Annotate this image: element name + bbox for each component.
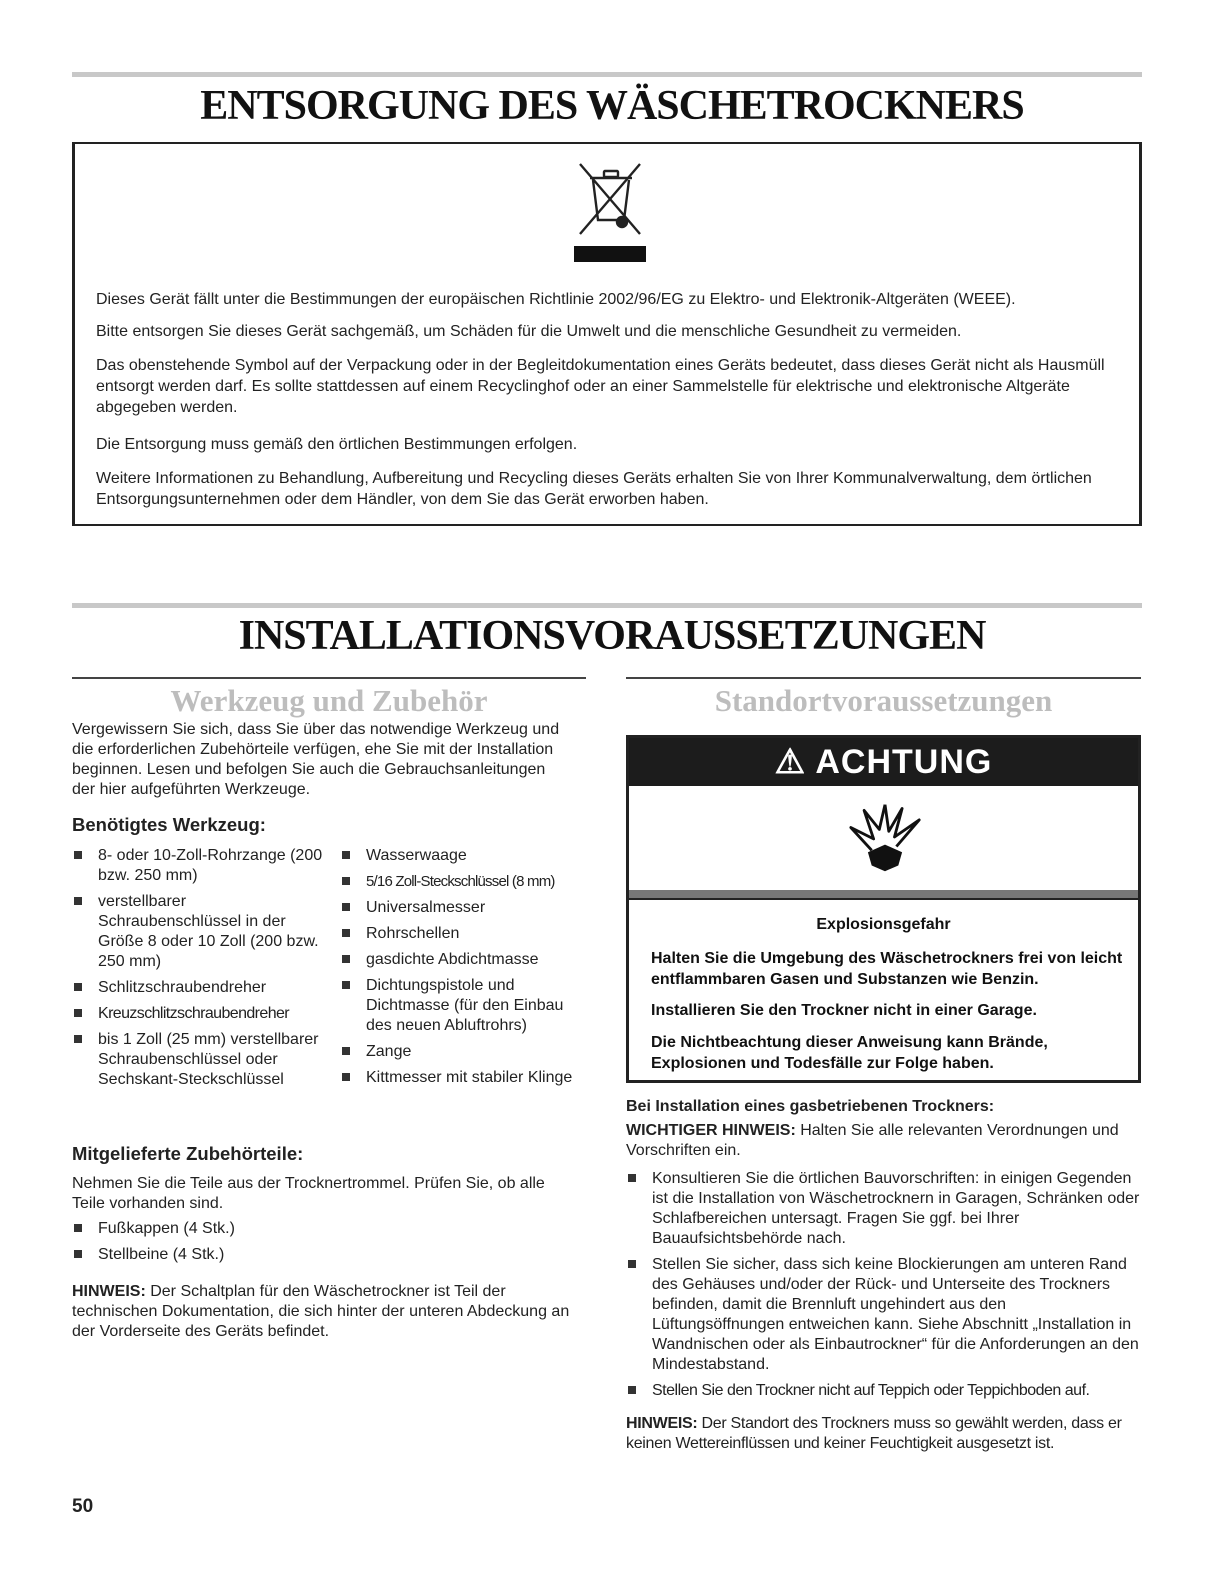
bullet-icon	[74, 1250, 82, 1258]
note-label: HINWEIS:	[626, 1415, 698, 1432]
warning-divider	[629, 890, 1138, 898]
important-text: Halten Sie alle relevanten Verordnungen und Vorschriften ein.	[626, 1122, 1119, 1159]
list-item: Fußkappen (4 Stk.)	[72, 1219, 552, 1239]
bullet-icon	[628, 1386, 636, 1394]
list-item: Zange	[340, 1042, 590, 1062]
required-tools-right-list	[340, 846, 590, 1088]
bullet-icon	[74, 851, 82, 859]
bullet-icon	[342, 981, 350, 989]
bullet-icon	[342, 1047, 350, 1055]
install-title: INSTALLATIONSVORAUSSETZUNGEN	[238, 613, 986, 659]
bullet-icon	[74, 1224, 82, 1232]
bullet-icon	[342, 903, 350, 911]
bullet-icon	[342, 929, 350, 937]
warning-header	[629, 738, 1138, 786]
bullet-icon	[342, 851, 350, 859]
note-text: Der Standort des Trockners muss so gewählt werden, dass er keinen Wettereinflüssen und keiner Feuchtigkeit ausgesetzt ist.	[626, 1415, 1122, 1452]
list-item: verstellbarer Schraubenschlüssel in der Größe 8 oder 10 Zoll (200 bzw. 250 mm)	[72, 892, 330, 972]
supplied-parts-intro: Nehmen Sie die Teile aus der Trocknertrommel. Prüfen Sie, ob alle Teile vorhanden sind.	[72, 1175, 545, 1212]
disposal-paragraph: Die Entsorgung muss gemäß den örtlichen Bestimmungen erfolgen.	[96, 436, 578, 453]
location-heading-rule	[626, 677, 1141, 679]
bullet-icon	[342, 955, 350, 963]
list-item: bis 1 Zoll (25 mm) verstellbarer Schraubenschlüssel oder Sechskant-Steckschlüssel	[72, 1030, 330, 1090]
bullet-icon	[628, 1174, 636, 1182]
list-item: Rohrschellen	[340, 924, 590, 944]
top-rule	[72, 72, 1142, 77]
weee-crossed-bin-icon	[570, 158, 650, 264]
install-top-rule	[72, 603, 1142, 608]
warning-triangle-icon: ⚠	[774, 743, 807, 781]
bullet-icon	[342, 1073, 350, 1081]
list-item: Dichtungspistole und Dichtmasse (für den Einbau des neuen Abluftrohrs)	[340, 976, 590, 1036]
location-heading: Standortvoraussetzungen	[714, 683, 1053, 718]
list-item: Stellen Sie den Trockner nicht auf Teppich oder Teppichboden auf.	[626, 1381, 1141, 1401]
disposal-title: ENTSORGUNG DES WÄSCHETROCKNERS	[200, 83, 1024, 129]
important-note	[626, 1121, 1141, 1161]
tools-heading-rule	[72, 677, 586, 679]
note-text: Der Schaltplan für den Wäschetrockner ist Teil der technischen Dokumentation, die sich hinter der unteren Abdeckung an der Vorderseite des Geräts befindet.	[72, 1283, 570, 1340]
bullet-icon	[74, 897, 82, 905]
warning-content	[629, 898, 1138, 1080]
supplied-parts-list	[72, 1219, 552, 1265]
list-item: Universalmesser	[340, 898, 590, 918]
location-requirements-list	[626, 1169, 1141, 1401]
bullet-icon	[342, 877, 350, 885]
list-item: Kreuzschlitzschraubendreher	[72, 1004, 330, 1024]
location-note	[626, 1414, 1141, 1454]
warning-box	[626, 735, 1141, 1083]
supplied-parts-heading: Mitgelieferte Zubehörteile:	[72, 1143, 304, 1164]
page-number: 50	[72, 1496, 94, 1517]
gas-dryer-heading: Bei Installation eines gasbetriebenen Trockners:	[626, 1098, 995, 1115]
required-tools-left-list	[72, 846, 330, 1090]
warning-line: Installieren Sie den Trockner nicht in einer Garage.	[651, 1002, 1037, 1019]
tools-heading: Werkzeug und Zubehör	[170, 683, 488, 718]
warning-line: Halten Sie die Umgebung des Wäschetrockners frei von leicht entflammbaren Gasen und Substanzen wie Benzin.	[651, 950, 1123, 988]
disposal-paragraph: Weitere Informationen zu Behandlung, Aufbereitung und Recycling dieses Geräts erhalten Sie von Ihrer Kommunalverwaltung, dem örtlichen Entsorgungsunternehmen oder dem Händler, von dem Sie das Gerät erworben haben.	[96, 470, 1092, 508]
note-label: HINWEIS:	[72, 1283, 146, 1300]
list-item: Wasserwaage	[340, 846, 590, 866]
list-item: Stellen Sie sicher, dass sich keine Blockierungen am unteren Rand des Gehäuses und/oder der Rück- und Unterseite des Trockners befinden, damit die Brennluft ungehindert aus den Lüftungsöffnungen entweichen kann. Siehe Abschnitt „Installation in Wandnischen oder als Einbautrockner“ für die Anforderungen an den Mindestabstand.	[626, 1255, 1141, 1375]
bullet-icon	[74, 1035, 82, 1043]
bullet-icon	[628, 1260, 636, 1268]
list-item: Stellbeine (4 Stk.)	[72, 1245, 552, 1265]
list-item: Kittmesser mit stabiler Klinge	[340, 1068, 590, 1088]
warning-title: Explosionsgefahr	[816, 916, 951, 933]
important-label: WICHTIGER HINWEIS:	[626, 1122, 796, 1139]
required-tools-heading: Benötigtes Werkzeug:	[72, 814, 266, 835]
explosion-icon	[847, 794, 923, 880]
list-item: Konsultieren Sie die örtlichen Bauvorschriften: in einigen Gegenden ist die Installation von Wäschetrocknern in Garagen, Schränken oder Schlafbereichen untersagt. Fragen Sie ggf. bei Ihrer Bauaufsichtsbehörde nach.	[626, 1169, 1141, 1249]
list-item: Schlitzschraubendreher	[72, 978, 330, 998]
list-item: gasdichte Abdichtmasse	[340, 950, 590, 970]
list-item: 8- oder 10-Zoll-Rohrzange (200 bzw. 250 mm)	[72, 846, 330, 886]
bullet-icon	[74, 983, 82, 991]
disposal-paragraph: Dieses Gerät fällt unter die Bestimmungen der europäischen Richtlinie 2002/96/EG zu Elektro- und Elektronik-Altgeräten (WEEE).	[96, 291, 1016, 308]
wiring-note	[72, 1282, 572, 1342]
warning-header-label: ACHTUNG	[815, 743, 993, 781]
warning-line: Die Nichtbeachtung dieser Anweisung kann Brände, Explosionen und Todesfälle zur Folge haben.	[651, 1034, 1048, 1072]
list-item: 5/16 Zoll-Steckschlüssel (8 mm)	[340, 872, 590, 892]
disposal-paragraph: Das obenstehende Symbol auf der Verpackung oder in der Begleitdokumentation eines Geräts bedeutet, dass dieses Gerät nicht als Hausmüll entsorgt werden darf. Es sollte stattdessen auf einem Recyclinghof oder an einer Sammelstelle für elektrische und elektronische Altgeräte abgegeben werden.	[96, 357, 1105, 416]
bullet-icon	[74, 1009, 82, 1017]
tools-intro: Vergewissern Sie sich, dass Sie über das notwendige Werkzeug und die erforderlichen Zubehörteile verfügen, ehe Sie mit der Installation beginnen. Lesen und befolgen Sie auch die Gebrauchsanleitungen der hier aufgeführten Werkzeuge.	[72, 721, 560, 798]
disposal-paragraph: Bitte entsorgen Sie dieses Gerät sachgemäß, um Schäden für die Umwelt und die menschliche Gesundheit zu vermeiden.	[96, 323, 962, 340]
